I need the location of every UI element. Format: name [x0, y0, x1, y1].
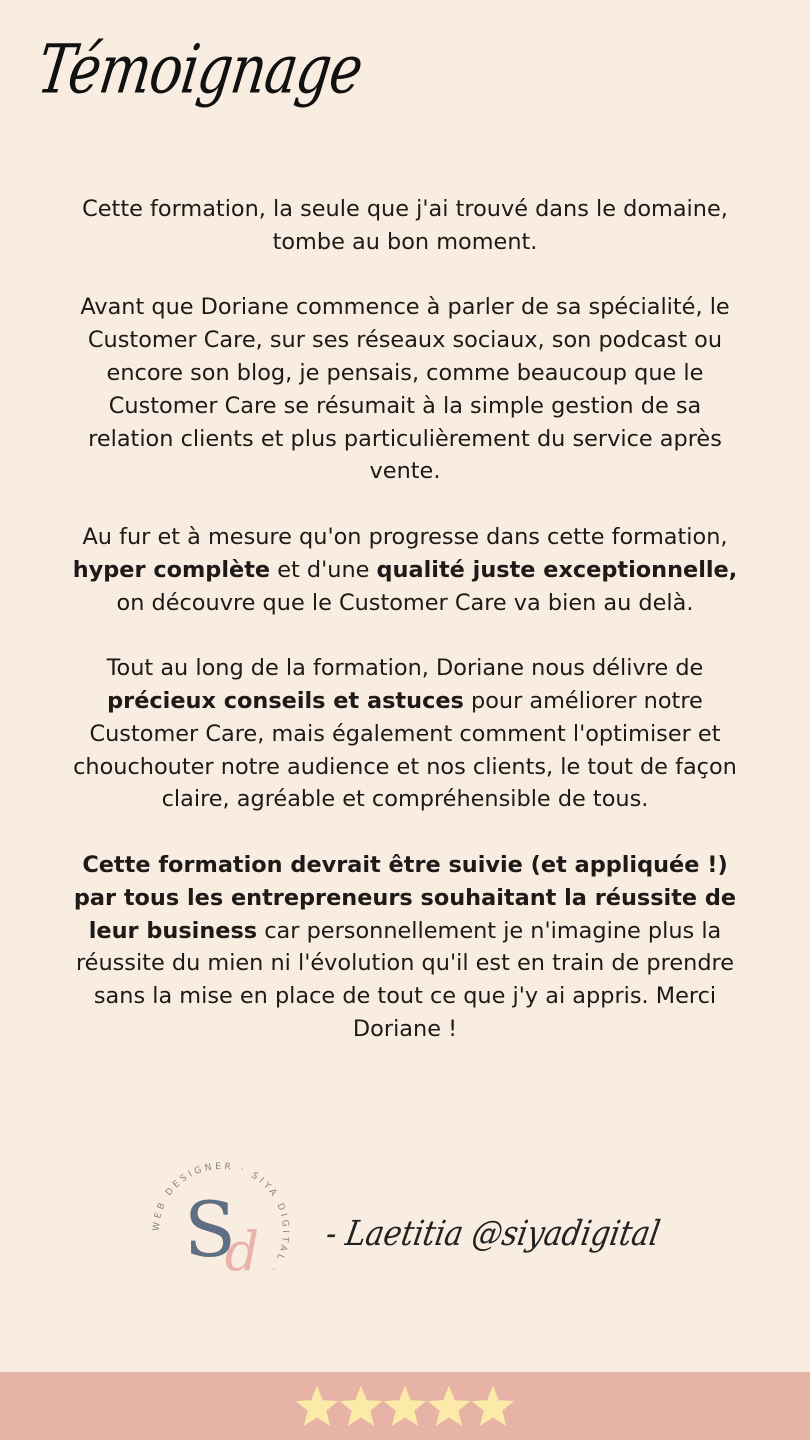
testimonial-text: [70, 193, 740, 1079]
paragraph-text: Avant que Doriane commence à parler de sa spécialité, le Customer Care, sur ses réseaux sociaux, son podcast ou encore son blog, je pensais, comme beaucoup que le Customer Care se résumait à la simple gestion de sa relation clients et plus particulièrement du service après vente.: [80, 294, 730, 485]
paragraph-text: Cette formation, la seule que j'ai trouvé dans le domaine, tombe au bon moment.: [82, 196, 728, 255]
highlight-text: qualité juste exceptionnelle,: [376, 556, 738, 583]
star-icon: [296, 1386, 338, 1426]
highlight-text: hyper complète: [72, 556, 271, 583]
highlight-text: Cette formation devrait être suivie (et appliquée !) par tous les entrepreneurs souhaitant la réussite de leur business: [73, 851, 737, 944]
siya-digital-logo: [148, 1158, 294, 1304]
star-icon: [384, 1386, 426, 1426]
logo-ring-text: WEB DESIGNER · SIYA DIGITAL ·: [151, 1161, 291, 1276]
logo-letter-s: S: [183, 1185, 237, 1274]
highlight-text: précieux conseils et astuces: [107, 687, 464, 714]
paragraph-text: on découvre que le Customer Care va bien au delà.: [116, 589, 694, 616]
paragraph-text: pour améliorer notre Customer Care, mais également comment l'optimiser et chouchouter notre audience et nos clients, le tout de façon claire, agréable et compréhensible de tous.: [73, 687, 737, 813]
signature: - Laetitia @siyadigital: [322, 1214, 663, 1255]
star-rating: [0, 1372, 810, 1440]
testimonial-paragraph: [70, 291, 740, 488]
paragraph-text: car personnellement je n'imagine plus la réussite du mien ni l'évolution qu'il est en train de prendre sans la mise en place de tout ce que j'y ai appris. Merci Doriane !: [75, 917, 735, 1042]
paragraph-text: et d'une: [270, 556, 377, 583]
star-icon: [340, 1386, 382, 1426]
testimonial-paragraph: [70, 849, 740, 1046]
footer-bar: [0, 1372, 810, 1440]
testimonial-paragraph: [70, 193, 740, 259]
page-title: Témoignage: [32, 30, 367, 109]
star-icon: [428, 1386, 470, 1426]
logo-letter-d: d: [224, 1220, 260, 1283]
star-icon: [472, 1386, 514, 1426]
testimonial-paragraph: [70, 652, 740, 816]
paragraph-text: Tout au long de la formation, Doriane nous délivre de: [106, 655, 704, 682]
paragraph-text: Au fur et à mesure qu'on progresse dans cette formation,: [82, 523, 728, 550]
testimonial-paragraph: [70, 521, 740, 619]
